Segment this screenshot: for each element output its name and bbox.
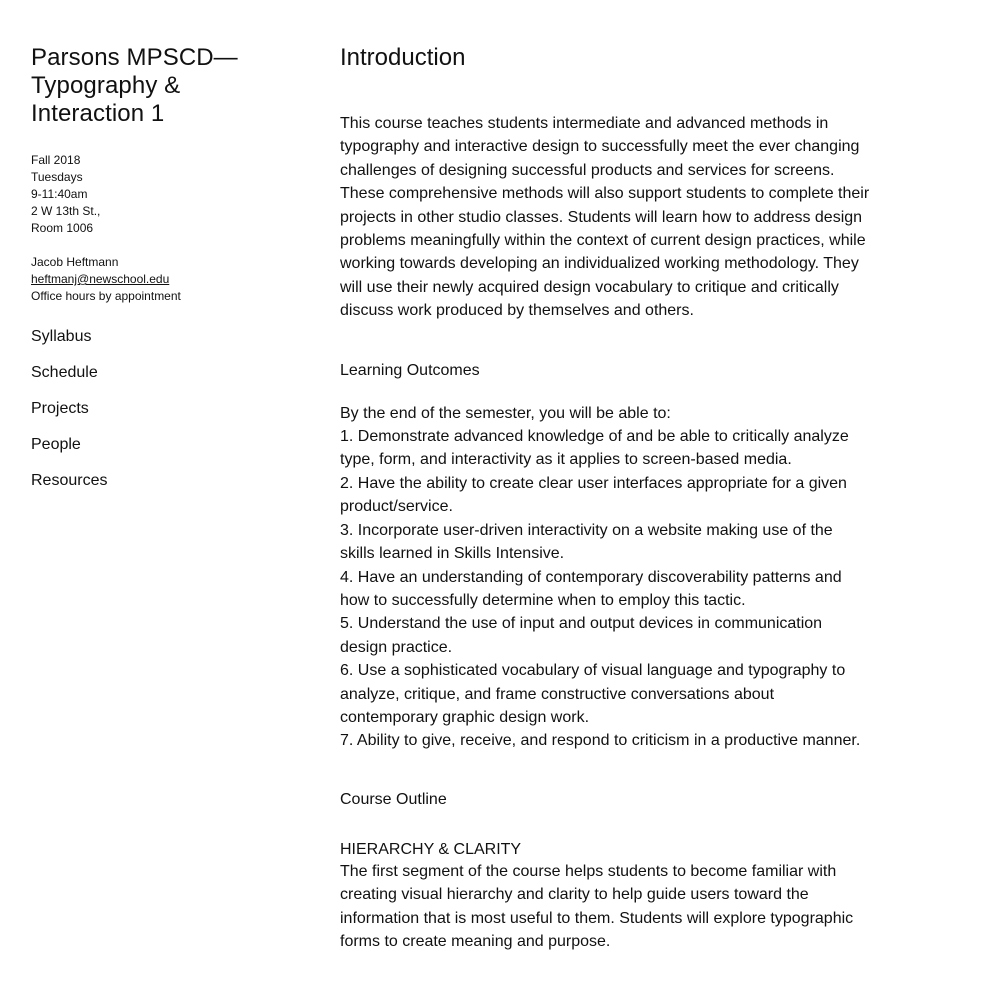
course-room: Room 1006	[31, 221, 94, 235]
nav-item-schedule[interactable]: Schedule	[31, 364, 98, 381]
segment-description: The first segment of the course helps students to become familiar with creating visual hierarchy and clarity to help guide users toward the information that is most useful to them. Students will explore typographic forms to create meaning and purpose.	[340, 862, 854, 950]
outcome-item: 3. Incorporate user-driven interactivity on a website making use of the skills learned in Skills Intensive.	[340, 521, 833, 563]
outcome-item: 6. Use a sophisticated vocabulary of visual language and typography to analyze, critique, and frame constructive conversations about contemporary graphic design work.	[340, 662, 846, 726]
course-address: 2 W 13th St.,	[31, 204, 101, 218]
outcome-item: 2. Have the ability to create clear user interfaces appropriate for a given product/service.	[340, 474, 847, 516]
sidebar-nav	[31, 327, 291, 491]
outcome-item: 4. Have an understanding of contemporary discoverability patterns and how to successfully determine when to employ this tactic.	[340, 568, 842, 609]
nav-item-syllabus[interactable]: Syllabus	[31, 328, 92, 345]
instructor-contact	[31, 254, 291, 305]
nav-item-projects[interactable]: Projects	[31, 400, 89, 417]
course-time: 9-11:40am	[31, 187, 88, 201]
outcome-item: 5. Understand the use of input and output devices in communication design practice.	[340, 615, 823, 656]
outcomes-lead: By the end of the semester, you will be able to:	[340, 404, 671, 422]
course-outline-heading: Course Outline	[340, 790, 447, 808]
instructor-email-link[interactable]: heftmanj@newschool.edu	[31, 272, 170, 286]
segment-heading: HIERARCHY & CLARITY	[340, 840, 522, 858]
course-info	[31, 152, 291, 237]
nav-item-people[interactable]: People	[31, 436, 81, 453]
page-title: Introduction	[340, 44, 466, 71]
outcome-item: 7. Ability to give, receive, and respond to criticism in a productive manner.	[340, 732, 861, 750]
main-content	[340, 44, 870, 969]
intro-paragraph: This course teaches students intermediate and advanced methods in typography and interactive design to successfully meet the ever changing challenges of designing successful products and services for screens. These comprehensive methods will also support students to complete their projects in other studio classes. Students will learn how to address design problems meaningfully within the context of current design practices, while working towards developing an individualized working methodology. They will use their newly acquired design vocabulary to critique and critically discuss work produced by themselves and others.	[340, 115, 870, 320]
instructor-name: Jacob Heftmann	[31, 255, 119, 269]
learning-outcomes-heading: Learning Outcomes	[340, 361, 480, 379]
outcome-item: 1. Demonstrate advanced knowledge of and be able to critically analyze type, form, and interactivity as it applies to screen-based media.	[340, 428, 849, 469]
course-day: Tuesdays	[31, 170, 83, 184]
course-term: Fall 2018	[31, 153, 81, 167]
office-hours: Office hours by appointment	[31, 289, 181, 303]
site-title[interactable]: Parsons MPSCD— Typography & Interaction 1	[31, 44, 238, 127]
nav-item-resources[interactable]: Resources	[31, 472, 108, 489]
sidebar	[31, 44, 291, 507]
learning-outcomes-list	[340, 402, 870, 753]
